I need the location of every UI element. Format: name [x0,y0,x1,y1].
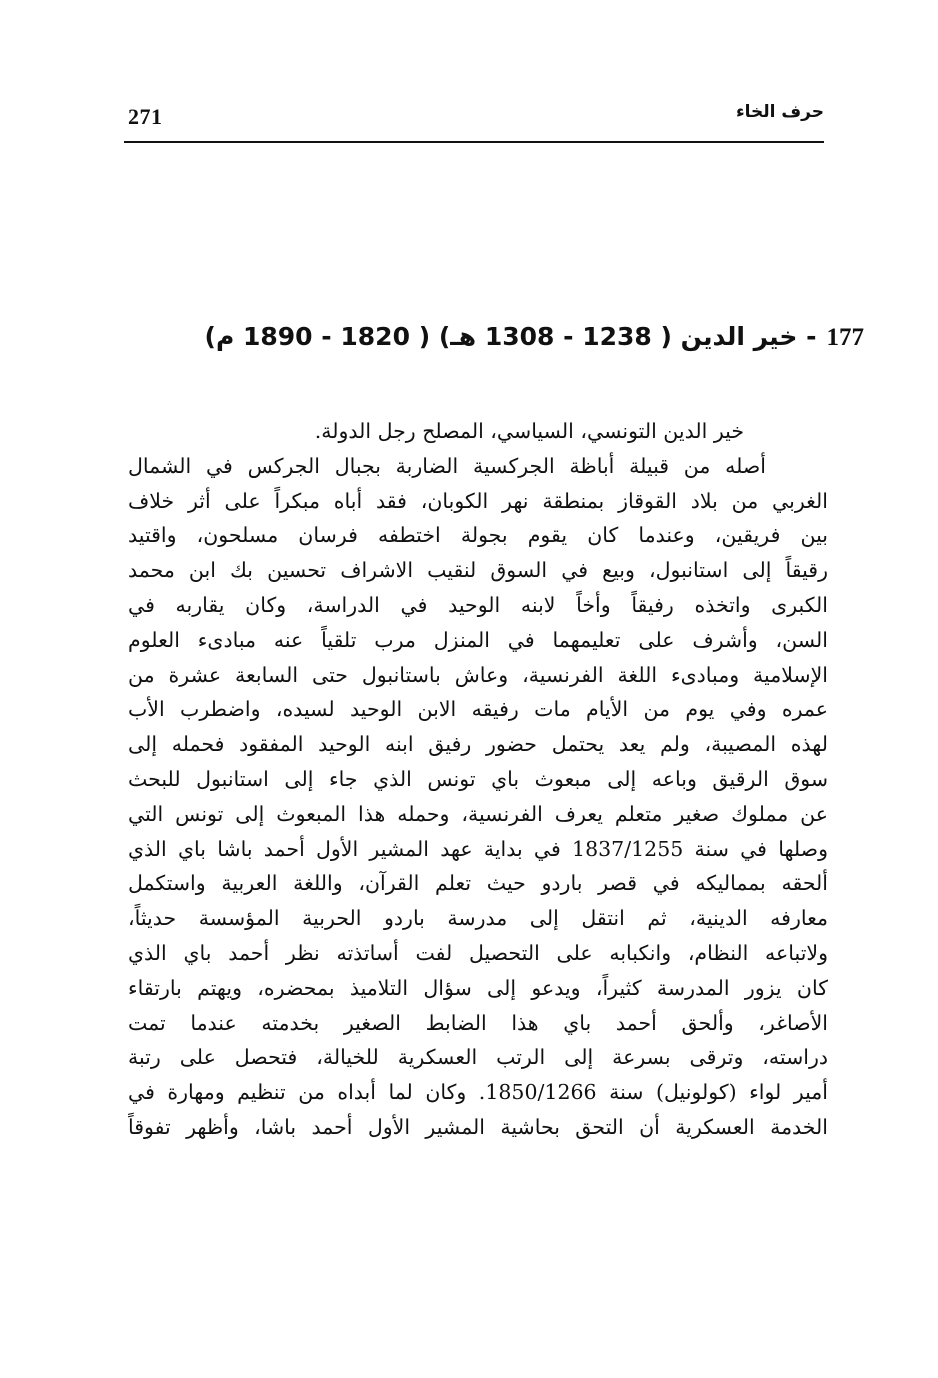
body-line: بين فريقين، وعندما كان يقوم بجولة اختطفه فرسان مسلحون، واقتيد [128,523,828,548]
header-rule [124,141,824,143]
entry-number: 177 [826,324,864,351]
body-line: كان يزور المدرسة كثيراً، ويدعو إلى سؤال التلاميذ بمحضره، ويهتم بارتقاء [128,975,828,1000]
body-line: عمره وفي يوم من الأيام مات رفيقه الابن الوحيد لسيده، واضطرب الأب [128,697,828,722]
body-line: معارفه الدينية، ثم انتقل إلى مدرسة باردو الحربية المؤسسة حديثاً، [128,906,828,931]
page-number: 271 [128,104,163,129]
body-line: السن، وأشرف على تعليمهما في المنزل مرب تلقياً عنه مبادىء العلوم [128,627,828,652]
body-line: الإسلامية ومبادىء اللغة الفرنسية، وعاش باستانبول حتى السابعة عشرة من [128,662,828,687]
body-line: الغربي من بلاد القوقاز بمنطقة نهر الكوبان، فقد أباه مبكراً على أثر خلاف [128,488,828,513]
body-line: ألحقه بمماليكه في قصر باردو حيث تعلم القرآن، واللغة العربية واستكمل [128,871,828,896]
body-line: ولاتباعه النظام، وانكبابه على التحصيل لفت أساتذته نظر أحمد باي الذي [128,940,828,965]
entry-heading [124,322,864,352]
body-line: الخدمة العسكرية أن التحق بحاشية المشير الأول أحمد باشا، وأظهر تفوقاً [128,1114,828,1139]
body-text [128,414,828,1145]
body-line: عن مملوك صغير متعلم يعرف الفرنسية، وحمله هذا المبعوث إلى تونس التي [128,801,828,826]
body-line: وصلها في سنة 1837/1255 في بداية عهد المشير الأول أحمد باشا باي الذي [128,836,828,861]
body-line: سوق الرقيق وباعه إلى مبعوث باي تونس الذي جاء إلى استانبول للبحث [128,766,828,791]
running-header: حرف الخاء [735,102,824,122]
body-line: رقيقاً إلى استانبول، وبيع في السوق لنقيب الاشراف تحسين بك ابن محمد [128,558,828,583]
body-line: أصله من قبيلة أباظة الجركسية الضاربة بجبال الجركس في الشمال [128,453,766,478]
body-line: الأصاغر، وألحق أحمد باي هذا الضابط الصغير بخدمته عندما تمت [128,1010,828,1035]
body-line: لهذه المصيبة، ولم يعد يحتمل حضور رفيق ابنه الوحيد المفقود فحمله إلى [128,732,828,757]
entry-title: - خير الدين ( 1238 - 1308 هـ) ( 1820 - 1890 م) [204,322,817,351]
body-line: خير الدين التونسي، السياسي، المصلح رجل الدولة. [314,419,744,443]
body-line: دراسته، وترقى بسرعة إلى الرتب العسكرية للخيالة، فتحصل على رتبة [128,1045,828,1070]
body-line: الكبرى واتخذه رفيقاً وأخاً لابنه الوحيد في الدراسة، وكان يقاربه في [128,592,828,617]
body-line: أمير لواء (كولونيل) سنة 1850/1266. وكان لما أبداه من تنظيم ومهارة في [128,1080,828,1105]
